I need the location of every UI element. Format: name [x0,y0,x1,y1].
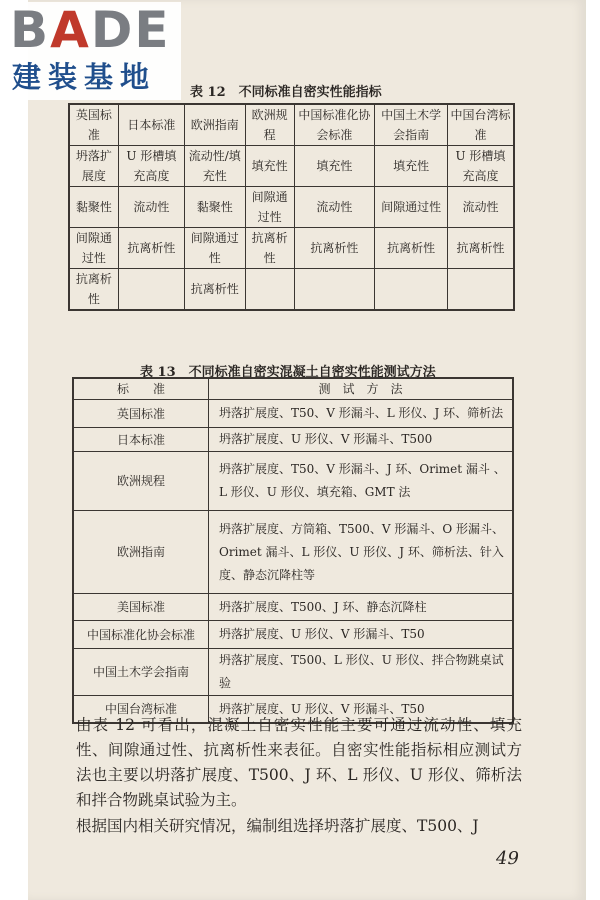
column-header-cell: 中国台湾标准 [447,104,514,146]
table-row [69,269,514,311]
table-cell: 流动性 [118,187,184,228]
column-header-cell: 测 试 方 法 [209,378,514,400]
table-header-row [73,378,513,400]
table-cell [447,269,514,311]
table-cell: 流动性 [447,187,514,228]
column-header-cell: 欧洲指南 [184,104,245,146]
table-cell: 流动性/填充性 [184,146,245,187]
table-cell: 黏聚性 [184,187,245,228]
method-cell: 坍落扩展度、T500、J 环、静态沉降柱 [209,594,514,621]
table-row [73,428,513,452]
table-row [73,511,513,594]
table-row [73,594,513,621]
table-row [69,228,514,269]
table-cell: 抗离析性 [447,228,514,269]
table-cell: 黏聚性 [69,187,118,228]
page-number: 49 [496,848,519,869]
paragraph: 由表 12 可看出，混凝土自密实性能主要可通过流动性、填充性、间隙通过性、抗离析性来表征。自密实性能指标相应测试方法也主要以坍落扩展度、T500、J 环、L 形仪、U 形仪、筛析法和拌合物跳桌试验为主。 [76,716,522,809]
method-cell: 坍落扩展度、方筒箱、T500、V 形漏斗、O 形漏斗、Orimet 漏斗、L 形仪、U 形仪、J 环、筛析法、针入度、静态沉降柱等 [209,511,514,594]
table-cell: U 形槽填充高度 [118,146,184,187]
method-cell: 坍落扩展度、U 形仪、V 形漏斗、T500 [209,428,514,452]
table12-caption: 表 12 不同标准自密实性能指标 [190,85,382,100]
table-row [73,452,513,511]
standard-cell: 欧洲规程 [73,452,209,511]
table-row [69,104,514,146]
table-row [69,146,514,187]
table-cell: 间隙通过性 [375,187,448,228]
column-header-cell: 标 准 [73,378,209,400]
column-header-cell: 日本标准 [118,104,184,146]
table-cell [245,269,294,311]
table-cell [375,269,448,311]
table-cell: 抗离析性 [294,228,375,269]
table-row [69,187,514,228]
method-cell: 坍落扩展度、T50、V 形漏斗、J 环、Orimet 漏斗 、L 形仪、U 形仪、填充箱、GMT 法 [209,452,514,511]
method-cell: 坍落扩展度、U 形仪、V 形漏斗、T50 [209,696,514,724]
method-cell: 坍落扩展度、T500、L 形仪、U 形仪、拌合物跳桌试验 [209,649,514,696]
standard-cell: 美国标准 [73,594,209,621]
table-cell: 抗离析性 [375,228,448,269]
standard-cell: 欧洲指南 [73,511,209,594]
table-row [73,400,513,428]
table-cell: 抗离析性 [69,269,118,311]
standard-cell: 英国标准 [73,400,209,428]
table-cell: U 形槽填充高度 [447,146,514,187]
table-cell: 抗离析性 [184,269,245,311]
table-cell [294,269,375,311]
table-cell: 抗离析性 [245,228,294,269]
table-cell: 坍落扩展度 [69,146,118,187]
watermark-logo [6,2,181,100]
table13 [72,377,514,724]
method-cell: 坍落扩展度、U 形仪、V 形漏斗、T50 [209,621,514,649]
table-cell: 间隙通过性 [245,187,294,228]
table-cell: 流动性 [294,187,375,228]
method-cell: 坍落扩展度、T50、V 形漏斗、L 形仪、J 环、筛析法 [209,400,514,428]
table-cell: 间隙通过性 [69,228,118,269]
table-cell: 间隙通过性 [184,228,245,269]
column-header-cell: 英国标准 [69,104,118,146]
table-row [73,649,513,696]
table-row [73,621,513,649]
table-cell [118,269,184,311]
table-cell: 填充性 [245,146,294,187]
column-header-cell: 中国标准化协会标准 [294,104,375,146]
standard-cell: 中国标准化协会标准 [73,621,209,649]
column-header-cell: 中国土木学会指南 [375,104,448,146]
table-cell: 填充性 [375,146,448,187]
standard-cell: 中国台湾标准 [73,696,209,724]
standard-cell: 日本标准 [73,428,209,452]
table-cell: 抗离析性 [118,228,184,269]
table12 [68,103,515,311]
table-cell: 填充性 [294,146,375,187]
column-header-cell: 欧洲规程 [245,104,294,146]
paragraph: 根据国内相关研究情况，编制组选择坍落扩展度、T500、J [76,817,479,835]
logo-text: BADE [10,1,171,59]
logo-subtitle: 建装基地 [12,60,157,94]
standard-cell: 中国土木学会指南 [73,649,209,696]
table13-caption: 表 13 不同标准自密实混凝土自密实性能测试方法 [140,365,436,380]
